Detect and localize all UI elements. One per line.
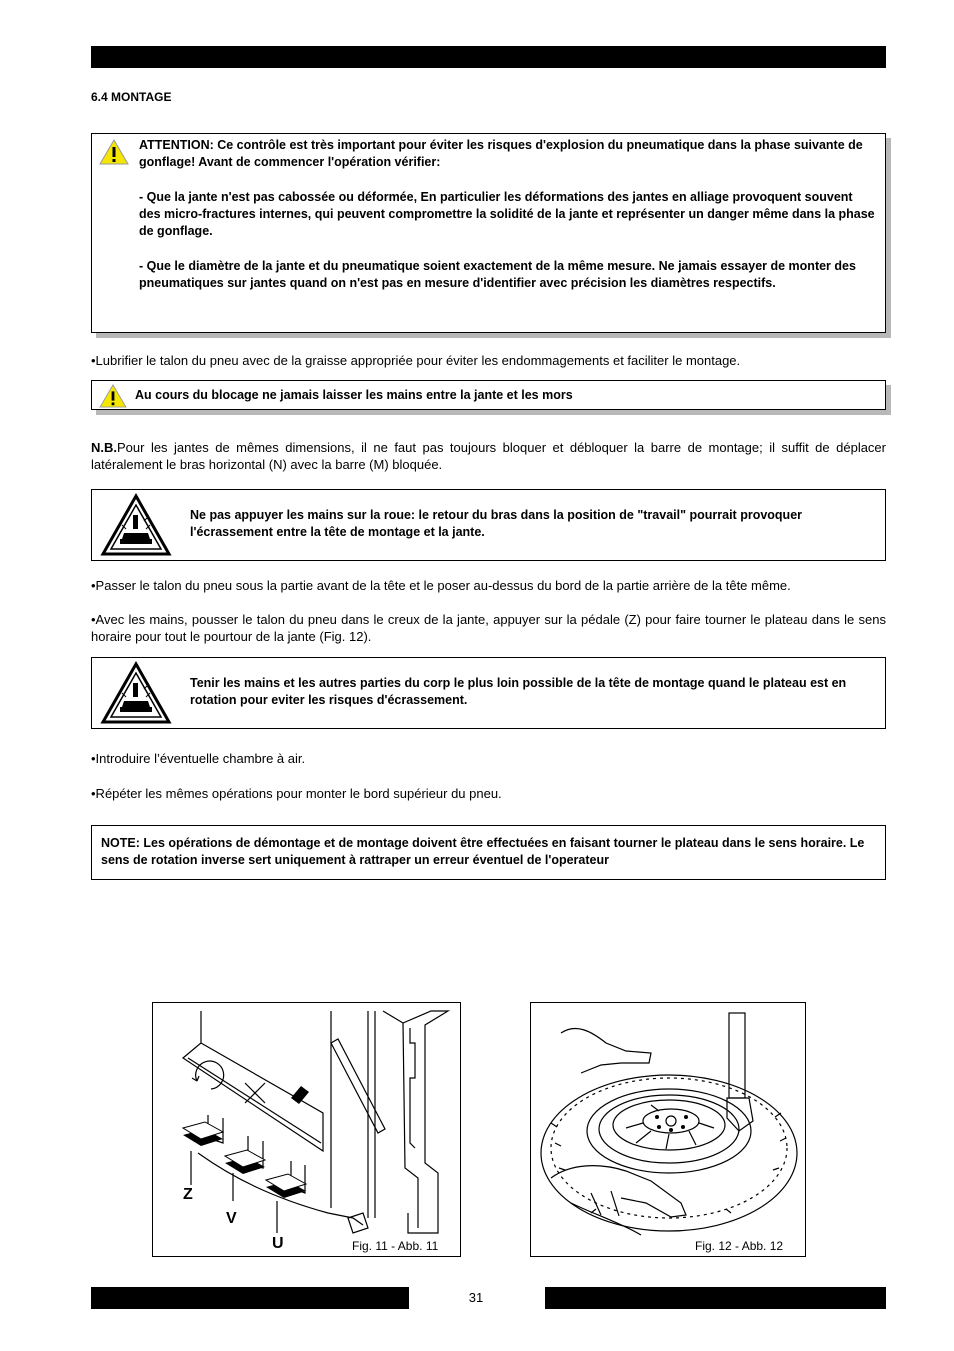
footer-bar-left <box>91 1287 409 1309</box>
header-bar <box>91 46 886 68</box>
pedal-label-v: V <box>226 1210 237 1227</box>
bullet-passer: •Passer le talon du pneu sous la partie avant de la tête et le poser au-dessus du bord de la partie arrière de la tête même. <box>91 578 791 593</box>
pedal-label-u: U <box>272 1235 284 1252</box>
bullet-avec-text: •Avec les mains, pousser le talon du pneu dans le creux de la jante, appuyer sur la pédale (Z) pour faire tourner le plateau dans le sens horaire pour tout le pourtour de la jante (Fig. 12). <box>91 612 886 644</box>
warning-triangle-icon <box>99 384 127 408</box>
blocage-warning-text: Au cours du blocage ne jamais laisser les mains entre la jante et les mors <box>135 388 573 402</box>
crush-warning-box-1 <box>91 489 886 561</box>
bullet-introduire: •Introduire l’éventuelle chambre à air. <box>91 751 306 766</box>
crush-warning-text-2: Tenir les mains et les autres parties du corp le plus loin possible de la tête de montage quand le plateau est en rotation pour eviter les risques d'écrassement. <box>190 676 847 707</box>
attention-point-1: - Que la jante n'est pas cabossée ou déformée, En particulier les déformations des jantes en alliage provoquent souvent des micro-fractures internes, qui peuvent compromettre la solidité de la jante et représenter un danger même dans la phase de gonflage. <box>139 190 875 238</box>
warning-triangle-icon <box>99 139 129 165</box>
bullet-lubrifier: •Lubrifier le talon du pneu avec de la graisse appropriée pour éviter les endommagements et faciliter le montage. <box>91 353 741 368</box>
attention-intro: ATTENTION: Ce contrôle est très important pour éviter les risques d'explosion du pneumatique dans la phase suivante de gonflage! Avant de commencer l'opération vérifier: <box>139 138 863 169</box>
bullet-avec <box>91 611 886 645</box>
figure-12-caption: Fig. 12 - Abb. 12 <box>695 1239 784 1253</box>
crush-warning-box-2 <box>91 657 886 729</box>
figure-12 <box>530 1002 806 1257</box>
crush-warning-text-1: Ne pas appuyer les mains sur la roue: le retour du bras dans la position de "travail" pourrait provoquer l'écrassement entre la tête de montage et la jante. <box>190 508 803 539</box>
tyre-mounting-illustration <box>531 1003 806 1257</box>
crush-hazard-icon <box>100 661 172 725</box>
bullet-repeter: •Répéter les mêmes opérations pour monter le bord supérieur du pneu. <box>91 786 502 801</box>
blocage-warning-box <box>91 380 886 410</box>
attention-box <box>91 133 886 333</box>
note-text: NOTE: Les opérations de démontage et de montage doivent être effectuées en faisant tourner le plateau dans le sens horaire. Le sens de rotation inverse sert uniquement à rattraper un erreur éventuel de l'operateur <box>101 836 865 867</box>
page-number: 31 <box>468 1290 484 1305</box>
figure-11 <box>152 1002 461 1257</box>
section-title: 6.4 MONTAGE <box>91 90 172 104</box>
pedal-label-z: Z <box>183 1186 193 1203</box>
footer-bar-right <box>545 1287 886 1309</box>
nb-text: Pour les jantes de mêmes dimensions, il ne faut pas toujours bloquer et débloquer la barre de montage; il suffit de déplacer latéralement le bras horizontal (N) avec la barre (M) bloquée. <box>91 440 886 472</box>
attention-point-2: - Que le diamètre de la jante et du pneumatique soient exactement de la même mesure. Ne jamais essayer de monter des pneumatiques sur jantes quand on n'est pas en mesure d'identifier avec précision les diamètres respectifs. <box>139 259 856 290</box>
note-box <box>91 825 886 880</box>
pedals-illustration <box>153 1003 461 1257</box>
crush-hazard-icon <box>100 493 172 557</box>
figure-11-caption: Fig. 11 - Abb. 11 <box>352 1239 439 1253</box>
nb-paragraph <box>91 439 886 473</box>
nb-label: N.B. <box>91 440 117 455</box>
